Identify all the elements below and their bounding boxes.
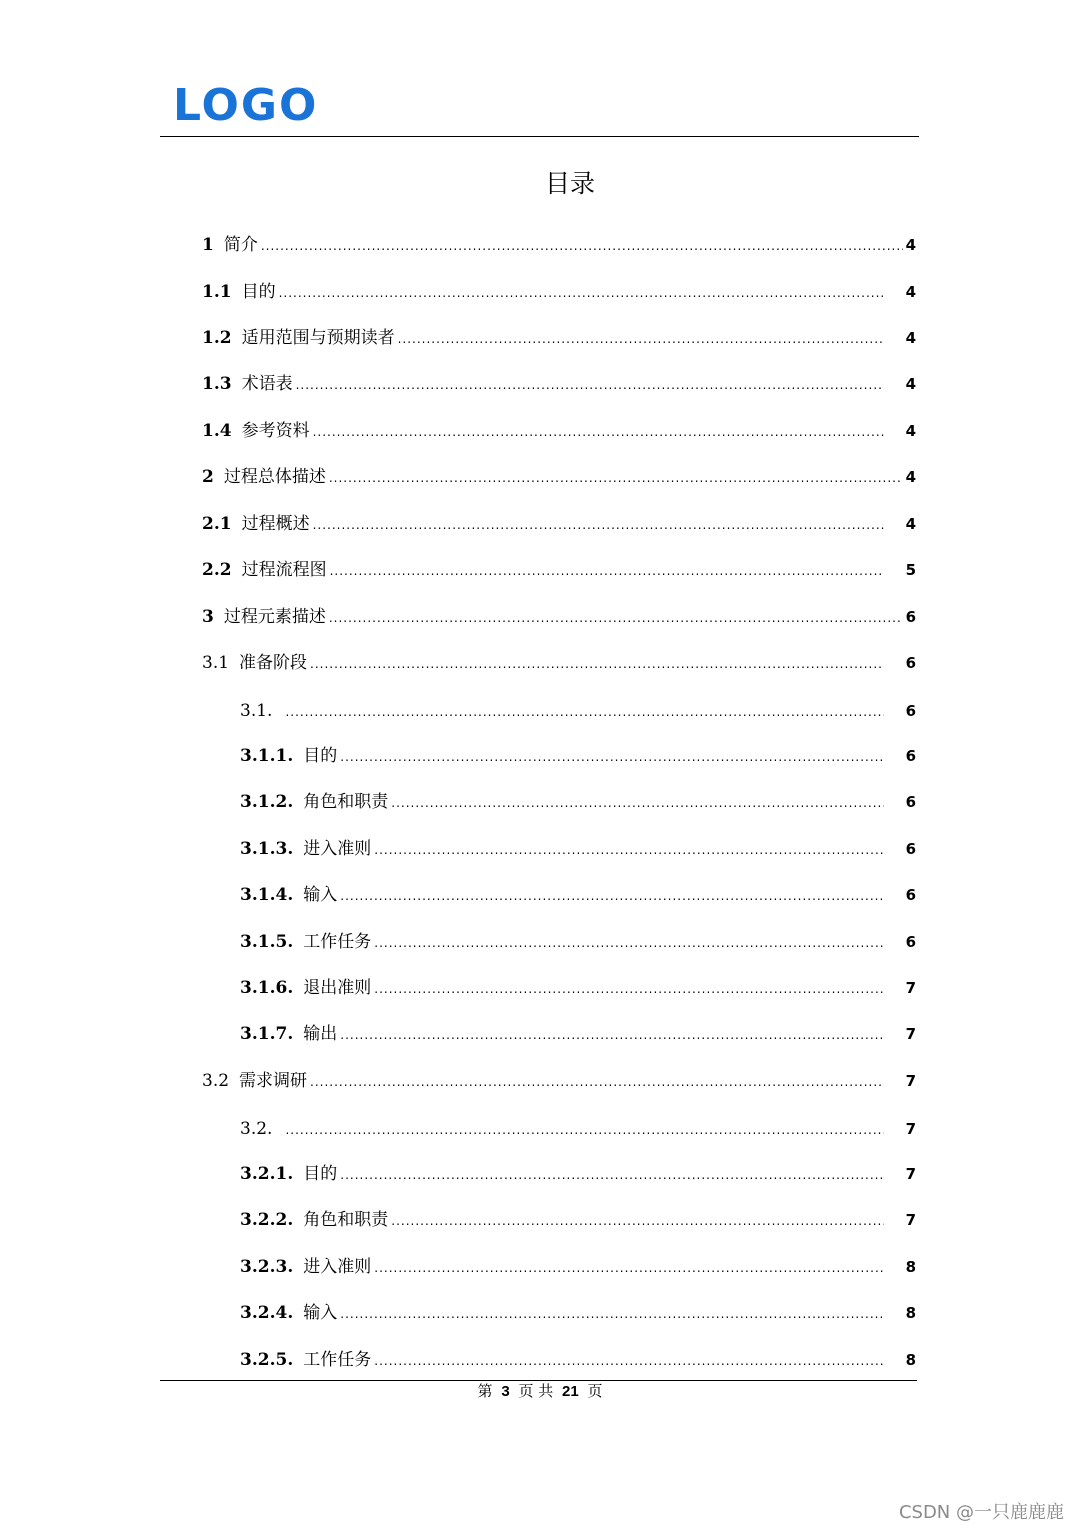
toc-entry[interactable] <box>202 279 916 305</box>
toc-entry-number: 3.1.4. <box>240 885 294 905</box>
toc-entry-title: 进入准则 <box>303 839 372 859</box>
footer-total-pages: 21 <box>562 1383 579 1400</box>
toc-entry-number: 3.1.1. <box>240 746 294 766</box>
page-title: 目录 <box>544 169 595 198</box>
toc-leader-dots <box>310 1069 884 1095</box>
toc-entry-number: 1.4 <box>202 421 232 441</box>
toc-leader-dots <box>340 744 883 770</box>
toc-leader-dots <box>374 837 883 863</box>
toc-entry-page: 6 <box>905 793 916 811</box>
toc-entry-title: 过程流程图 <box>241 560 327 580</box>
toc-entry[interactable] <box>240 698 916 724</box>
toc-entry-page: 4 <box>905 375 916 393</box>
toc-leader-dots <box>340 883 883 909</box>
toc-leader-dots <box>313 419 884 445</box>
toc-entry[interactable] <box>240 975 916 1001</box>
toc-leader-dots <box>285 1117 883 1143</box>
toc-entry-page: 7 <box>905 1025 916 1043</box>
toc-leader-dots <box>398 326 884 352</box>
toc-entry-number: 3.1 <box>202 653 230 673</box>
toc-entry-page: 4 <box>905 236 916 254</box>
toc-entry-page: 4 <box>905 468 916 486</box>
toc-entry[interactable] <box>202 511 916 537</box>
toc-entry-title: 过程总体描述 <box>223 467 326 487</box>
toc-leader-dots <box>374 976 883 1002</box>
toc-entry[interactable] <box>202 325 916 351</box>
toc-entry[interactable] <box>240 836 916 862</box>
toc-entry-number: 3.2.2. <box>240 1210 294 1230</box>
toc-leader-dots <box>313 512 884 538</box>
toc-entry-title: 术语表 <box>241 374 293 394</box>
toc-entry-number: 2.1 <box>202 514 232 534</box>
company-logo: LOGO <box>173 80 319 131</box>
toc-leader-dots <box>296 372 884 398</box>
toc-entry-title: 过程概述 <box>241 514 310 534</box>
toc-entry[interactable] <box>202 1068 916 1094</box>
toc-entry-number: 3.1.6. <box>240 978 294 998</box>
toc-entry-page: 6 <box>905 654 916 672</box>
toc-entry-number: 2 <box>202 467 214 487</box>
toc-entry-page: 4 <box>905 515 916 533</box>
footer-mid: 页 共 <box>518 1382 554 1400</box>
toc-leader-dots <box>340 1022 883 1048</box>
toc-entry-number: 2.2 <box>202 560 232 580</box>
footer-current-page: 3 <box>501 1383 510 1400</box>
toc-entry[interactable] <box>202 557 916 583</box>
toc-entry-title: 过程元素描述 <box>223 607 326 627</box>
toc-leader-dots <box>329 605 903 631</box>
toc-entry[interactable] <box>240 1347 916 1373</box>
toc-entry-title: 准备阶段 <box>239 653 308 673</box>
toc-entry-page: 4 <box>905 283 916 301</box>
toc-entry-number: 3.1.7. <box>240 1024 294 1044</box>
toc-entry-number: 3.2.5. <box>240 1350 294 1370</box>
toc-entry-page: 7 <box>905 979 916 997</box>
toc-entry-number: 1.3 <box>202 374 232 394</box>
toc-entry-page: 5 <box>905 561 916 579</box>
toc-entry-title: 进入准则 <box>303 1257 372 1277</box>
toc-entry-number: 3.2.3. <box>240 1257 294 1277</box>
toc-entry-number: 3.1.3. <box>240 839 294 859</box>
page-footer <box>0 1380 1080 1403</box>
toc-entry-number: 3 <box>202 607 214 627</box>
toc-entry-title: 角色和职责 <box>303 1210 389 1230</box>
toc-entry-page: 7 <box>905 1165 916 1183</box>
toc-entry-page: 8 <box>905 1258 916 1276</box>
toc-entry-title: 目的 <box>303 1164 338 1184</box>
toc-entry-title: 适用范围与预期读者 <box>241 328 395 348</box>
toc-entry-page: 6 <box>905 933 916 951</box>
toc-entry[interactable] <box>240 1207 916 1233</box>
toc-entry-page: 7 <box>905 1120 916 1138</box>
toc-entry-page: 4 <box>905 329 916 347</box>
footer-prefix: 第 <box>477 1382 493 1400</box>
toc-entry-title: 需求调研 <box>239 1071 308 1091</box>
toc-leader-dots <box>261 233 903 259</box>
toc-entry-number: 1.1 <box>202 282 232 302</box>
toc-leader-dots <box>310 651 884 677</box>
toc-entry[interactable] <box>240 789 916 815</box>
toc-leader-dots <box>391 790 883 816</box>
toc-entry[interactable] <box>240 882 916 908</box>
toc-entry-page: 7 <box>905 1072 916 1090</box>
toc-leader-dots <box>391 1208 883 1234</box>
toc-entry-page: 6 <box>905 747 916 765</box>
toc-entry-title: 目的 <box>241 282 276 302</box>
toc-entry-number: 3.1.5. <box>240 932 294 952</box>
toc-entry[interactable] <box>240 1300 916 1326</box>
toc-leader-dots <box>374 1255 883 1281</box>
watermark: CSDN @一只鹿鹿鹿 <box>898 1502 1064 1523</box>
toc-leader-dots <box>279 280 884 306</box>
toc-entry[interactable] <box>240 1021 916 1047</box>
toc-entry-page: 7 <box>905 1211 916 1229</box>
toc-entry[interactable] <box>202 418 916 444</box>
toc-entry-number: 3.1.2. <box>240 792 294 812</box>
toc-entry-page: 8 <box>905 1304 916 1322</box>
toc-entry-number: 3.1. <box>240 701 273 721</box>
toc-entry-title: 输入 <box>303 885 338 905</box>
toc-entry[interactable] <box>202 464 916 490</box>
toc-entry-number: 1 <box>202 235 214 255</box>
toc-leader-dots <box>374 930 883 956</box>
toc-entry-page: 6 <box>905 886 916 904</box>
toc-entry-title: 输入 <box>303 1303 338 1323</box>
toc-leader-dots <box>285 699 883 725</box>
toc-entry[interactable] <box>240 929 916 955</box>
toc-entry[interactable] <box>202 371 916 397</box>
toc-entry[interactable] <box>202 232 916 258</box>
toc-entry-title: 简介 <box>223 235 258 255</box>
toc-entry-title: 目的 <box>303 746 338 766</box>
toc-entry-number: 3.2 <box>202 1071 230 1091</box>
toc-leader-dots <box>340 1301 883 1327</box>
footer-suffix: 页 <box>587 1382 603 1400</box>
toc-entry[interactable] <box>240 1254 916 1280</box>
toc-leader-dots <box>330 558 884 584</box>
toc-entry-page: 8 <box>905 1351 916 1369</box>
toc-entry-page: 4 <box>905 422 916 440</box>
toc-entry-number: 1.2 <box>202 328 232 348</box>
toc-entry[interactable] <box>202 604 916 630</box>
toc-entry-number: 3.2. <box>240 1119 273 1139</box>
toc-entry[interactable] <box>240 743 916 769</box>
toc-entry[interactable] <box>240 1116 916 1142</box>
toc-entry-title: 输出 <box>303 1024 338 1044</box>
toc-leader-dots <box>340 1162 883 1188</box>
toc-leader-dots <box>329 465 903 491</box>
toc-entry-number: 3.2.4. <box>240 1303 294 1323</box>
toc-leader-dots <box>374 1348 883 1374</box>
toc-entry-title: 退出准则 <box>303 978 372 998</box>
toc-entry-title: 参考资料 <box>241 421 310 441</box>
toc-entry-page: 6 <box>905 840 916 858</box>
toc-entry-title: 角色和职责 <box>303 792 389 812</box>
toc-entry-title: 工作任务 <box>303 932 372 952</box>
toc-entry-number: 3.2.1. <box>240 1164 294 1184</box>
toc-entry-page: 6 <box>905 702 916 720</box>
toc-entry[interactable] <box>240 1161 916 1187</box>
toc-entry[interactable] <box>202 650 916 676</box>
toc-entry-title: 工作任务 <box>303 1350 372 1370</box>
toc-entry-page: 6 <box>905 608 916 626</box>
